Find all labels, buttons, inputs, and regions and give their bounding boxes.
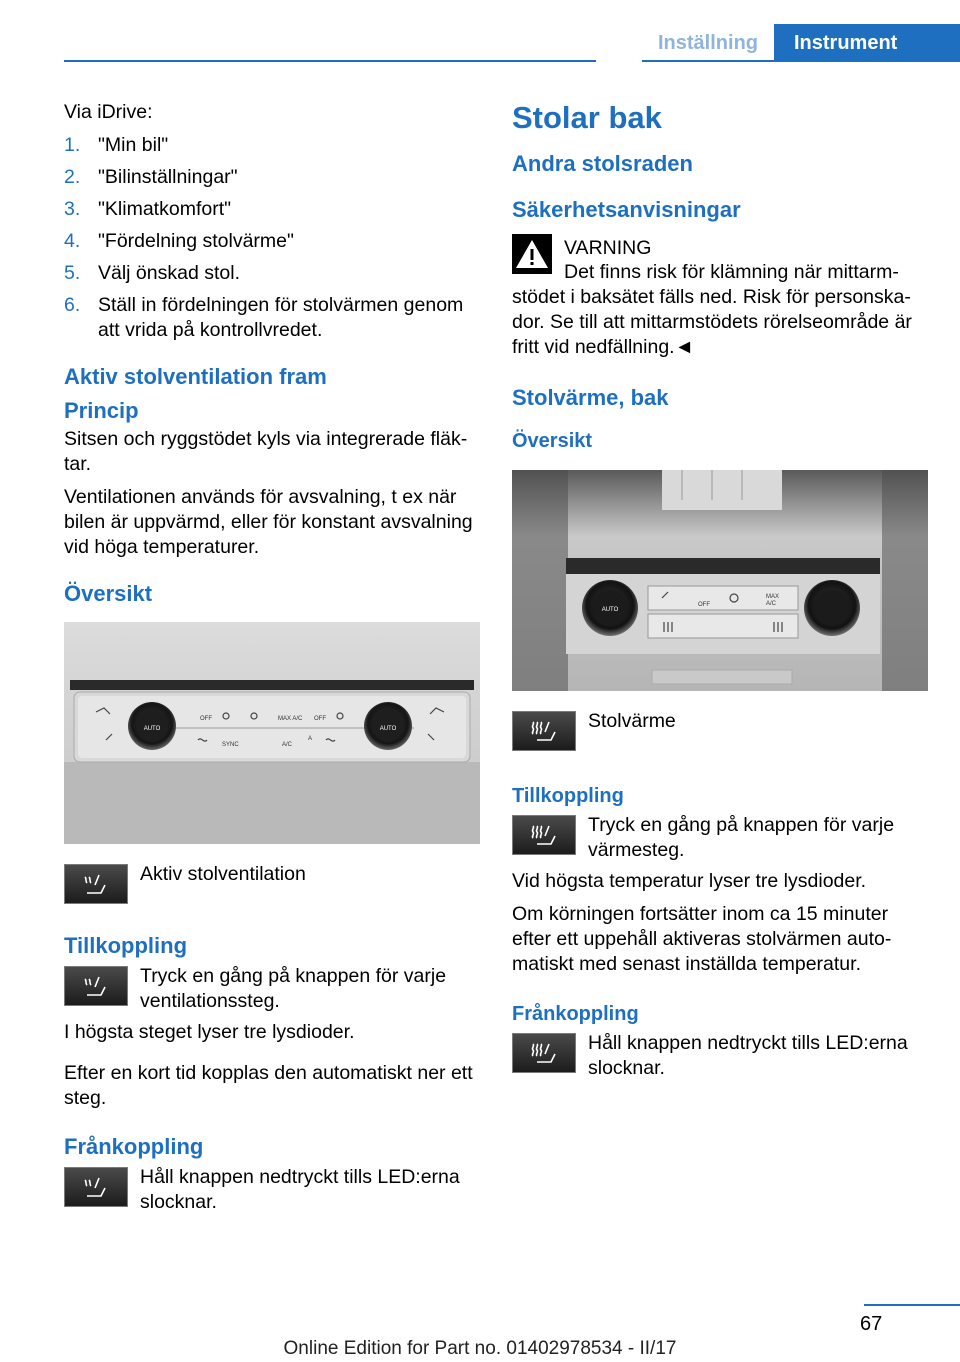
left-column: [64, 100, 480, 1221]
list-item: [64, 197, 480, 222]
stolvarme-heading: Stolvärme, bak: [512, 385, 669, 410]
icon-caption-ventilation: Aktiv stolventilation: [140, 863, 306, 885]
section-title-active-ventilation: Aktiv stolventilation fram: [64, 364, 327, 389]
step-text: Ställ in fördelningen för stolvärmen genom att vrida på kontrollvredet.: [98, 294, 464, 341]
auto-label-left: AUTO: [143, 726, 161, 732]
front-climate-panel-photo: [64, 622, 480, 844]
icon-row-tillkoppling-right: [512, 813, 928, 863]
tillkoppling-text: Tryck en gång på knappen för varje ventilationssteg.: [140, 965, 447, 1012]
list-item: [64, 229, 480, 254]
tillkoppling-text-right: Tryck en gång på knappen för varje värmesteg.: [588, 814, 895, 861]
ac-label: A/C: [282, 742, 293, 748]
step-number: 4.: [64, 230, 81, 252]
icon-row-frankoppling-right: [512, 1031, 928, 1081]
intro-text: Via iDrive:: [64, 101, 153, 123]
warning-block: [512, 234, 928, 360]
subtitle: Andra stolsraden: [512, 151, 693, 176]
auto-label-rear: AUTO: [601, 607, 619, 613]
warning-triangle-icon: [512, 234, 552, 274]
list-item: [64, 261, 480, 286]
seat-heating-icon: [512, 1033, 576, 1073]
oversikt-heading-right: Översikt: [512, 430, 593, 452]
seat-ventilation-icon: [64, 864, 128, 904]
seat-heating-icon: [512, 711, 576, 751]
frankoppling-heading-right: Frånkoppling: [512, 1003, 639, 1025]
icon-row-frankoppling: [64, 1165, 480, 1215]
auto-label-right: AUTO: [379, 726, 397, 732]
step-number: 2.: [64, 166, 81, 188]
header-tabs: [642, 24, 960, 62]
list-item: [64, 293, 480, 343]
icon-row-stolvarme: [512, 709, 928, 751]
warning-text: Det finns risk för klämning när mittarmstödet i baksätet fälls ned. Risk för personskador. Se till att mittarmstödets rörelseområde är fritt vid nedfällning.◄: [512, 261, 912, 358]
tillkoppling-paragraph-2-right: Om körningen fortsätter inom ca 15 minuter efter ett uppehåll aktiveras stolvärmen automatiskt med senast inställda temperatur.: [512, 903, 892, 975]
step-text: "Klimatkomfort": [98, 198, 232, 220]
off-label-2: OFF: [314, 716, 326, 722]
off-label-1: OFF: [200, 716, 212, 722]
rear-climate-panel-photo: [512, 470, 928, 691]
list-item: [64, 133, 480, 158]
frankoppling-text: Håll knappen nedtryckt tills LED:erna slocknar.: [140, 1166, 460, 1213]
list-item: [64, 165, 480, 190]
icon-caption-stolvarme: Stolvärme: [588, 710, 676, 732]
tillkoppling-heading-right: Tillkoppling: [512, 785, 624, 807]
tillkoppling-paragraph-1: I högsta steget lyser tre lysdioder.: [64, 1021, 355, 1043]
header-rule: [64, 60, 596, 62]
seat-heating-icon: [512, 815, 576, 855]
seat-ventilation-icon: [64, 1167, 128, 1207]
princip-heading: Princip: [64, 398, 139, 423]
tillkoppling-paragraph-2: Efter en kort tid kopplas den automatiskt ner ett steg.: [64, 1062, 473, 1109]
page-number: 67: [860, 1313, 883, 1335]
princip-paragraph-2: Ventilationen används för avsvalning, t ex när bilen är uppvärmd, eller för konstant avsvalning vid höga temperaturer.: [64, 486, 473, 558]
step-text: Välj önskad stol.: [98, 262, 240, 284]
oversikt-heading: Översikt: [64, 581, 153, 606]
footer-rule: [864, 1304, 960, 1306]
sync-label: SYNC: [222, 742, 239, 748]
max-ac-label: MAX A/C: [278, 716, 303, 722]
step-text: "Bilinställningar": [98, 166, 238, 188]
tillkoppling-heading: Tillkoppling: [64, 933, 188, 958]
step-number: 3.: [64, 198, 81, 220]
off-label-rear: OFF: [698, 602, 710, 608]
step-number: 6.: [64, 294, 81, 316]
step-number: 5.: [64, 262, 81, 284]
frankoppling-heading: Frånkoppling: [64, 1134, 204, 1159]
step-number: 1.: [64, 134, 81, 156]
safety-heading: Säkerhetsanvisningar: [512, 197, 741, 222]
tillkoppling-paragraph-1-right: Vid högsta temperatur lyser tre lysdioder.: [512, 870, 867, 892]
step-text: "Fördelning stolvärme": [98, 230, 294, 252]
step-text: "Min bil": [98, 134, 169, 156]
warning-label: VARNING: [564, 237, 652, 259]
seat-ventilation-icon: [64, 966, 128, 1006]
footer-edition: Online Edition for Part no. 01402978534 - II/17: [283, 1338, 677, 1359]
icon-row-tillkoppling: [64, 964, 480, 1014]
max-label-rear: MAX: [766, 594, 780, 600]
princip-paragraph-1: Sitsen och ryggstödet kyls via integrerade fläktar.: [64, 428, 468, 475]
icon-row-ventilation: [64, 862, 480, 904]
tab-installning[interactable]: Inställning: [642, 24, 774, 62]
a-label: A: [308, 736, 313, 742]
right-column: [512, 100, 928, 1087]
ac-label-rear: A/C: [766, 601, 777, 607]
tab-instrument[interactable]: Instrument: [774, 24, 960, 62]
frankoppling-text-right: Håll knappen nedtryckt tills LED:erna slocknar.: [588, 1032, 908, 1079]
page-title: Stolar bak: [512, 100, 662, 135]
steps-list: [64, 133, 480, 343]
